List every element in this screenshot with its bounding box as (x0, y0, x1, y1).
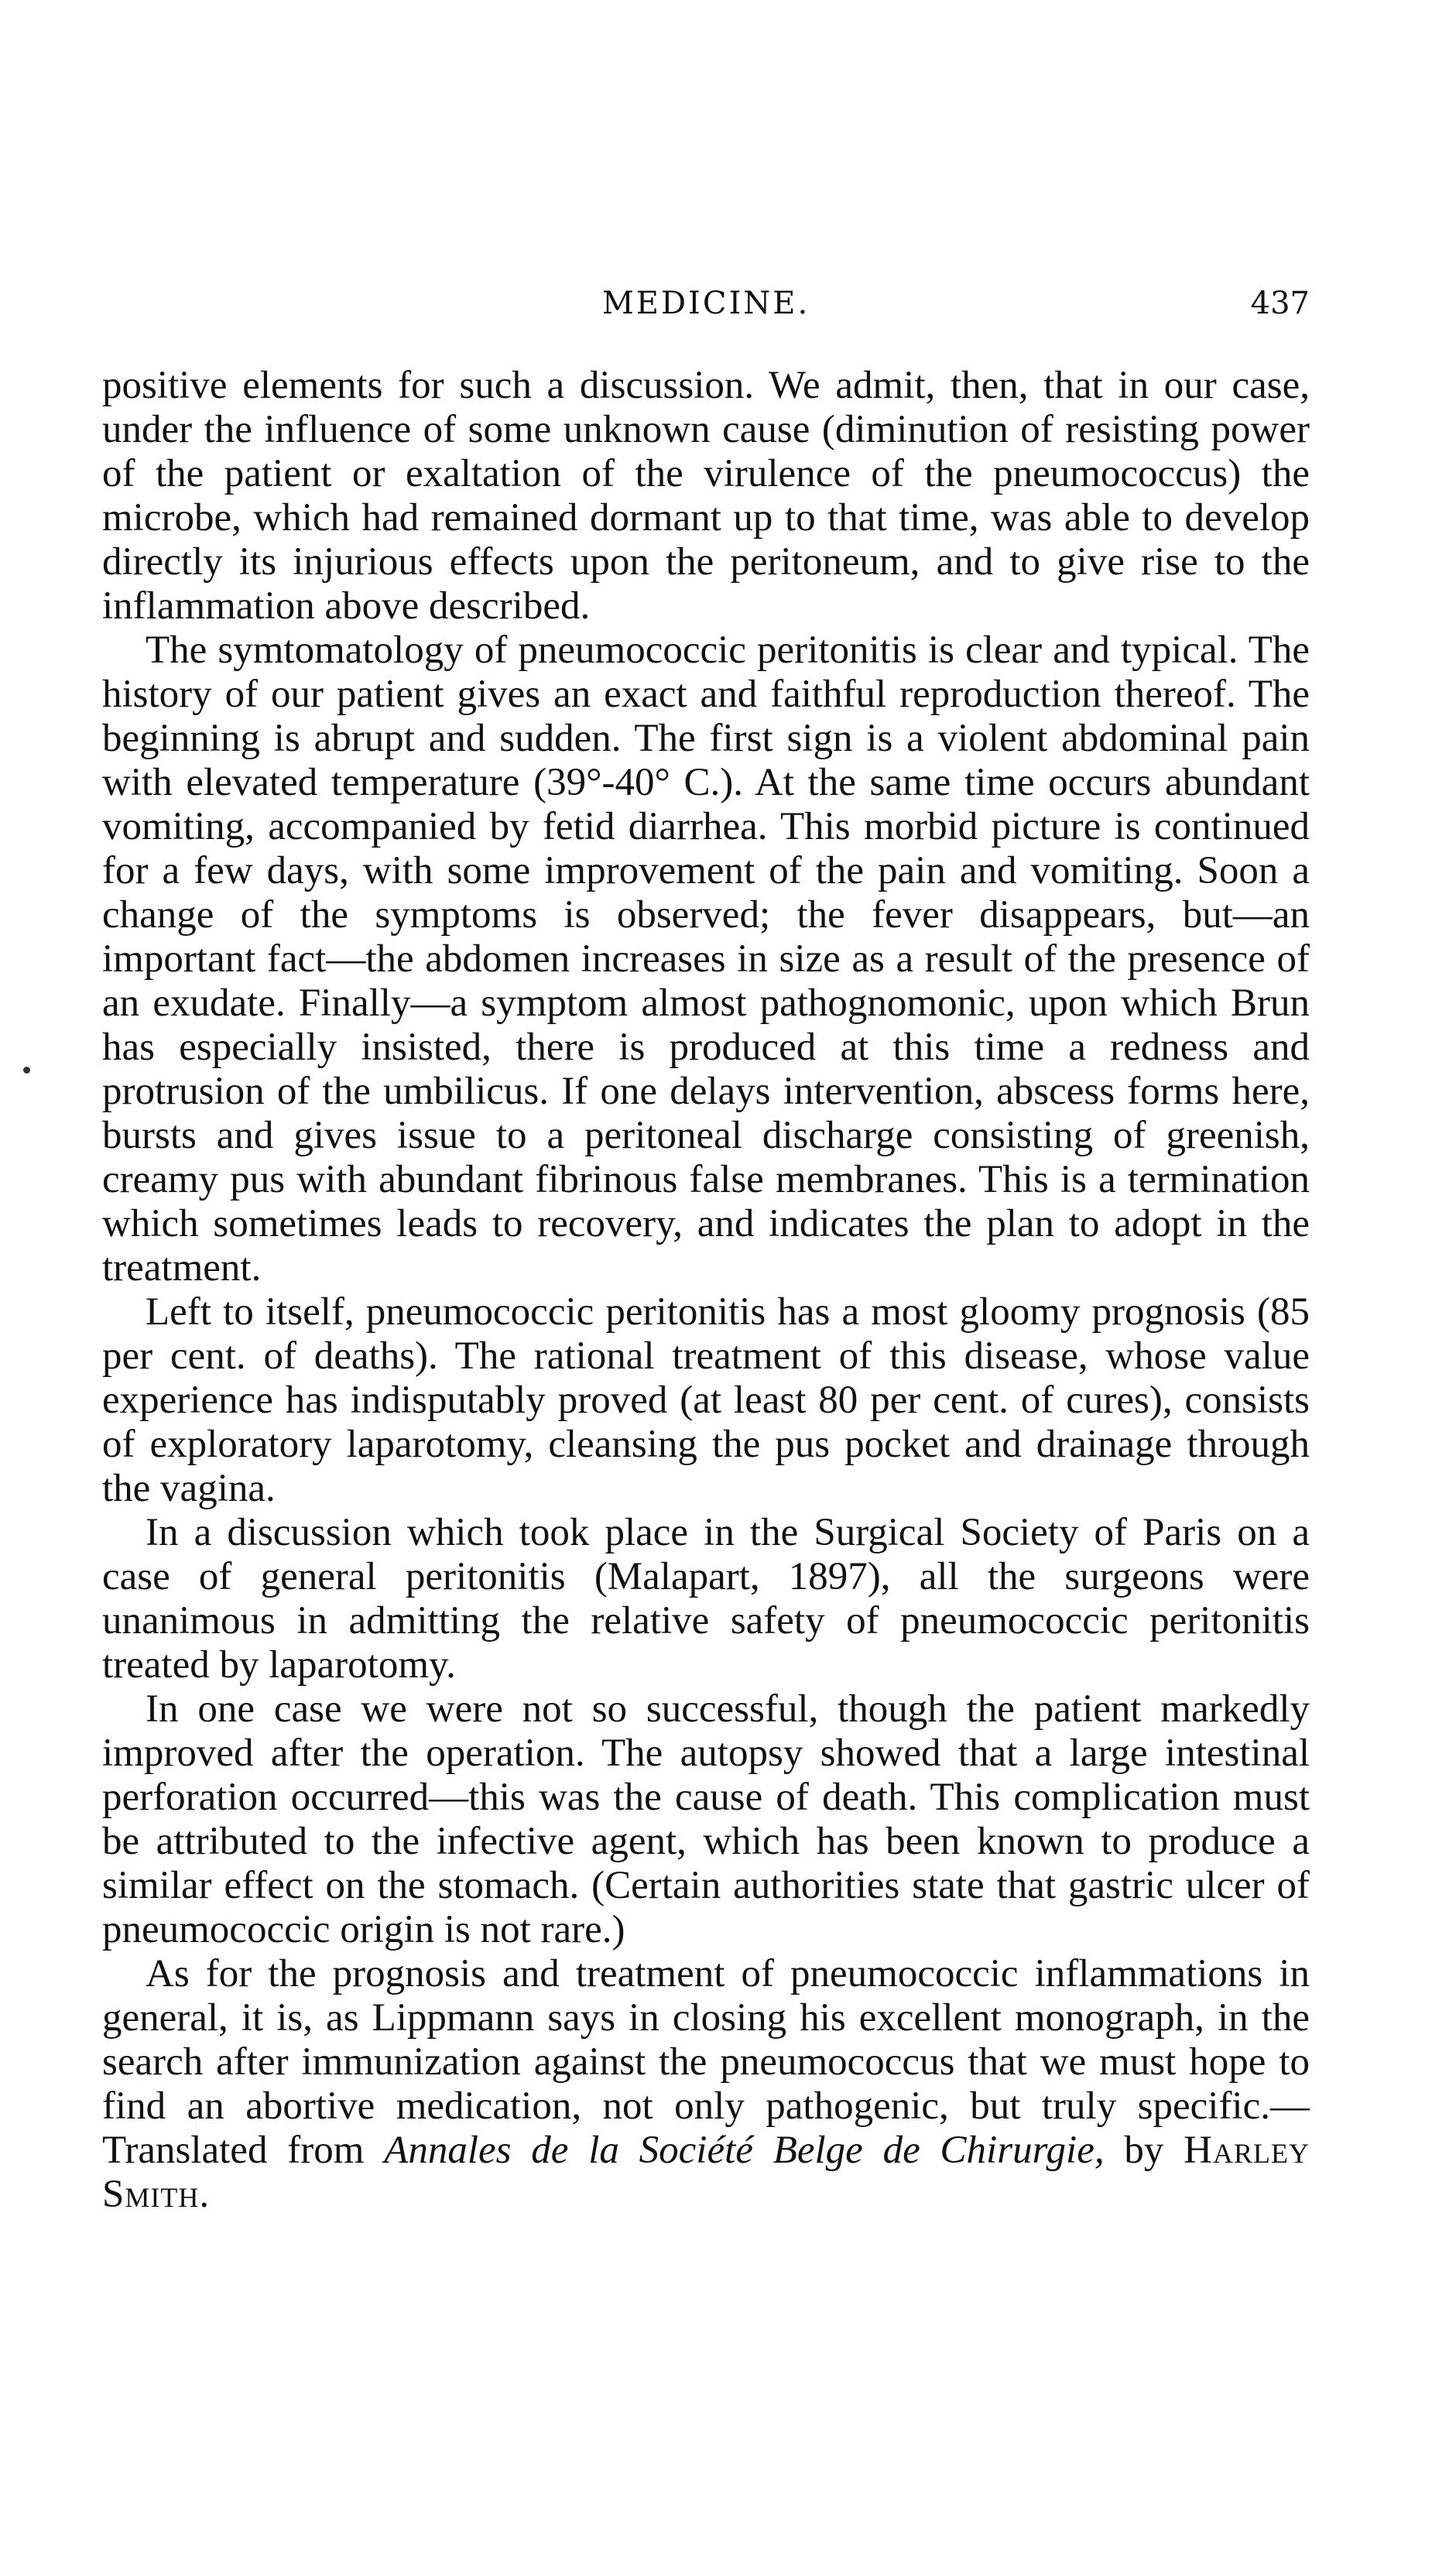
paragraph-surgical-society: In a discussion which took place in the Surgical Society of Paris on a case of general peritonitis (Malapart, 1897), all the surgeons were unanimous in admitting the relative safety of pneumococcic peritonitis treated by laparotomy. (102, 1511, 1310, 1687)
body-text (102, 364, 1310, 2217)
citation-journal: Annales de la Société Belge de Chirurgie, (384, 2129, 1105, 2172)
running-title: MEDICINE. (601, 286, 810, 321)
page-number: 437 (1250, 286, 1310, 321)
paragraph-symptomatology: The symtomatology of pneumococcic peritonitis is clear and typical. The history of our patient gives an exact and faithful reproduction thereof. The beginning is abrupt and sudden. The first sign is a violent abdominal pain with elevated temperature (39°-40° C.). At the same time occurs abundant vomiting, accompanied by fetid diarrhea. This morbid picture is continued for a few days, with some improvement of the pain and vomiting. Soon a change of the symptoms is observed; the fever disappears, but—an important fact—the abdomen increases in size as a result of the presence of an exudate. Finally—a symptom almost pathognomonic, upon which Brun has especially insisted, there is produced at this time a redness and protrusion of the umbilicus. If one delays intervention, abscess forms here, bursts and gives issue to a peritoneal discharge consisting of greenish, creamy pus with abundant fibrinous false membranes. This is a termination which sometimes leads to recovery, and indicates the plan to adopt in the treatment. (102, 629, 1310, 1290)
paragraph-prognosis: Left to itself, pneumococcic peritonitis has a most gloomy prognosis (85 per cent. of deaths). The rational treatment of this disease, whose value experience has indisputably proved (at least 80 per cent. of cures), consists of exploratory laparotomy, cleansing the pus pocket and drainage through the vagina. (102, 1290, 1310, 1510)
paragraph-conclusion (102, 1952, 1310, 2217)
citation-by: by (1124, 2129, 1164, 2172)
running-header (102, 280, 1310, 327)
paragraph-continuation: positive elements for such a discussion. We admit, then, that in our case, under the influence of some unknown cause (diminution of resisting power of the patient or exaltation of the virulence of the pneumococcus) the microbe, which had remained dormant up to that time, was able to develop directly its injurious effects upon the peritoneum, and to give rise to the inflammation above described. (102, 364, 1310, 628)
conclusion-text: As for the prognosis and treatment of pneumococcic inflammations in general, it is, as Lippmann says in closing his excellent monograph, in the search after immunization against the pneumococcus that we must hope to find an abortive medication, not only pathogenic, but truly specific.—Translated from (102, 1952, 1310, 2172)
margin-speck (23, 1067, 30, 1074)
citation-translator: Harley Smith. (102, 2129, 1310, 2216)
paragraph-autopsy: In one case we were not so successful, though the patient markedly improved after the operation. The autopsy showed that a large intestinal perforation occurred—this was the cause of death. This complication must be attributed to the infective agent, which has been known to produce a similar effect on the stomach. (Certain authorities state that gastric ulcer of pneumococcic origin is not rare.) (102, 1687, 1310, 1951)
